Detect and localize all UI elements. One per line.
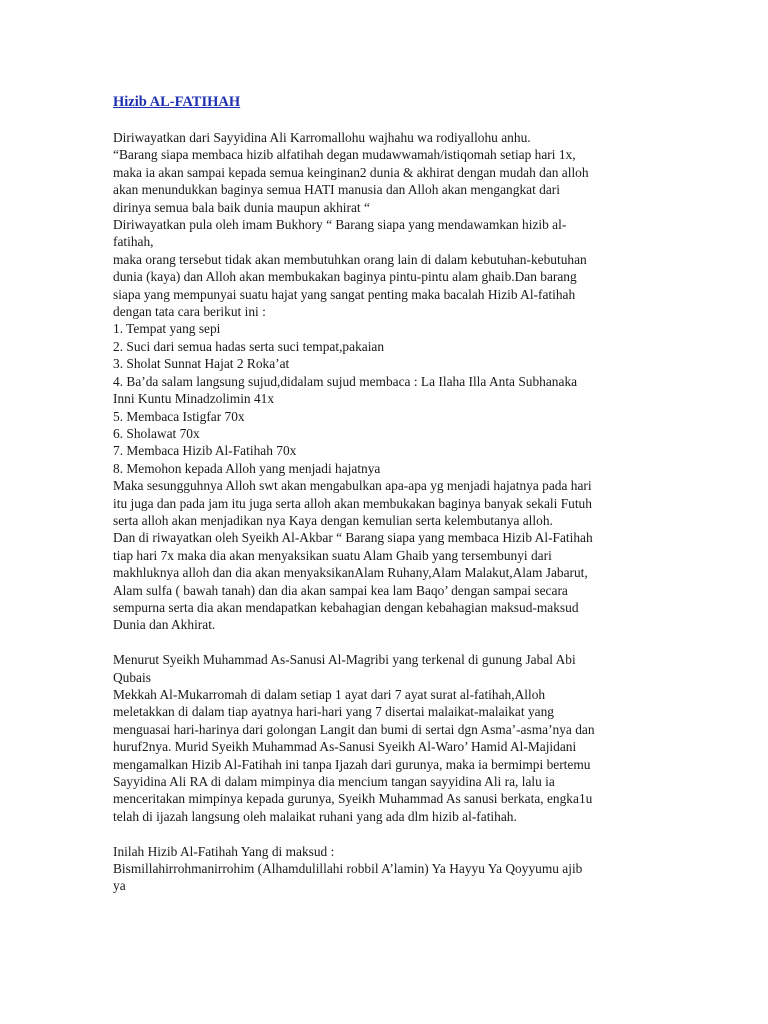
text-line: huruf2nya. Murid Syeikh Muhammad As-Sanusi Syeikh Al-Waro’ Hamid Al-Majidani [113, 739, 577, 755]
text-line: 3. Sholat Sunnat Hajat 2 Roka’at [113, 356, 290, 372]
text-line: 5. Membaca Istigfar 70x [113, 408, 245, 424]
text-line: telah di ijazah langsung oleh malaikat ruhani yang ada dlm hizib al-fatihah. [113, 808, 517, 824]
paragraph-gap [113, 825, 653, 842]
text-line: Inni Kuntu Minadzolimin 41x [113, 391, 275, 407]
text-line: Dan di riwayatkan oleh Syeikh Al-Akbar “ Barang siapa yang membaca Hizib Al-Fatihah [113, 530, 593, 546]
text-line: menguasai hari-harinya dari golongan Langit dan bumi di sertai dgn Asma’-asma’nya dan [113, 721, 595, 737]
text-line: 7. Membaca Hizib Al-Fatihah 70x [113, 443, 297, 459]
text-line: serta alloh akan menjadikan nya Kaya dengan kemulian serta kelembutanya alloh. [113, 512, 553, 528]
text-line: dengan tata cara berikut ini : [113, 304, 266, 320]
text-line: maka orang tersebut tidak akan membutuhkan orang lain di dalam kebutuhan-kebutuhan [113, 251, 587, 267]
text-line: 1. Tempat yang sepi [113, 321, 221, 337]
paragraph-hizib-text [113, 843, 653, 895]
text-line: dunia (kaya) dan Alloh akan membukakan baginya pintu-pintu alam ghaib.Dan barang [113, 269, 577, 285]
text-line: menceritakan mimpinya kepada gurunya, Syeikh Muhammad As sanusi berkata, engka1u [113, 791, 593, 807]
text-line: akan menundukkan baginya semua HATI manusia dan Alloh akan mengangkat dari [113, 182, 560, 198]
paragraph-gap [113, 634, 653, 651]
document-title-link[interactable]: Hizib AL-FATIHAH [113, 94, 241, 110]
text-line: Bismillahirrohmanirrohim (Alhamdulillahi robbil A’lamin) Ya Hayyu Ya Qoyyumu ajib [113, 861, 583, 877]
text-line: “Barang siapa membaca hizib alfatihah degan mudawwamah/istiqomah setiap hari 1x, [113, 147, 576, 163]
text-line: meletakkan di dalam tiap ayatnya hari-hari yang 7 disertai malaikat-malaikat yang [113, 704, 554, 720]
text-line: tiap hari 7x maka dia akan menyaksikan suatu Alam Ghaib yang tersembunyi dari [113, 547, 552, 563]
text-line: Menurut Syeikh Muhammad As-Sanusi Al-Magribi yang terkenal di gunung Jabal Abi [113, 652, 576, 668]
text-line: dirinya semua bala baik dunia maupun akhirat “ [113, 199, 370, 215]
text-line: Mekkah Al-Mukarromah di dalam setiap 1 ayat dari 7 ayat surat al-fatihah,Alloh [113, 686, 546, 702]
text-line: Sayyidina Ali RA di dalam mimpinya dia mencium tangan sayyidina Ali ra, lalu ia [113, 774, 555, 790]
text-line: Inilah Hizib Al-Fatihah Yang di maksud : [113, 843, 335, 859]
text-line: 6. Sholawat 70x [113, 425, 200, 441]
text-line: sempurna serta dia akan mendapatkan kebahagian dengan kebahagian maksud-maksud [113, 599, 579, 615]
text-line: itu juga dan pada jam itu juga serta alloh akan membukakan baginya banyak sekali Futuh [113, 495, 592, 511]
text-line: Diriwayatkan pula oleh imam Bukhory “ Barang siapa yang mendawamkan hizib al- [113, 217, 567, 233]
text-line: Qubais [113, 669, 151, 685]
text-line: 4. Ba’da salam langsung sujud,didalam sujud membaca : La Ilaha Illa Anta Subhanaka [113, 373, 578, 389]
text-line: 2. Suci dari semua hadas serta suci tempat,pakaian [113, 338, 385, 354]
text-line: ya [113, 878, 126, 894]
document-page [113, 93, 653, 895]
text-line: siapa yang mempunyai suatu hajat yang sangat penting maka bacalah Hizib Al-fatihah [113, 286, 576, 302]
text-line: mengamalkan Hizib Al-Fatihah ini tanpa Ijazah dari gurunya, maka ia bermimpi bertemu [113, 756, 591, 772]
text-line: Diriwayatkan dari Sayyidina Ali Karromallohu wajhahu wa rodiyallohu anhu. [113, 130, 531, 145]
text-line: makhluknya alloh dan dia akan menyaksikanAlam Ruhany,Alam Malakut,Alam Jabarut, [113, 565, 588, 581]
paragraph-riwayat [113, 129, 653, 634]
paragraph-menurut-syeikh [113, 651, 653, 825]
text-line: 8. Memohon kepada Alloh yang menjadi hajatnya [113, 460, 381, 476]
text-line: maka ia akan sampai kepada semua keinginan2 dunia & akhirat dengan mudah dan alloh [113, 164, 589, 180]
text-line: Alam sulfa ( bawah tanah) dan dia akan sampai kea lam Baqo’ dengan sampai secara [113, 582, 568, 598]
text-line: fatihah, [113, 234, 154, 250]
text-line: Maka sesungguhnya Alloh swt akan mengabulkan apa-apa yg menjadi hajatnya pada hari [113, 478, 592, 494]
text-line: Dunia dan Akhirat. [113, 617, 216, 633]
